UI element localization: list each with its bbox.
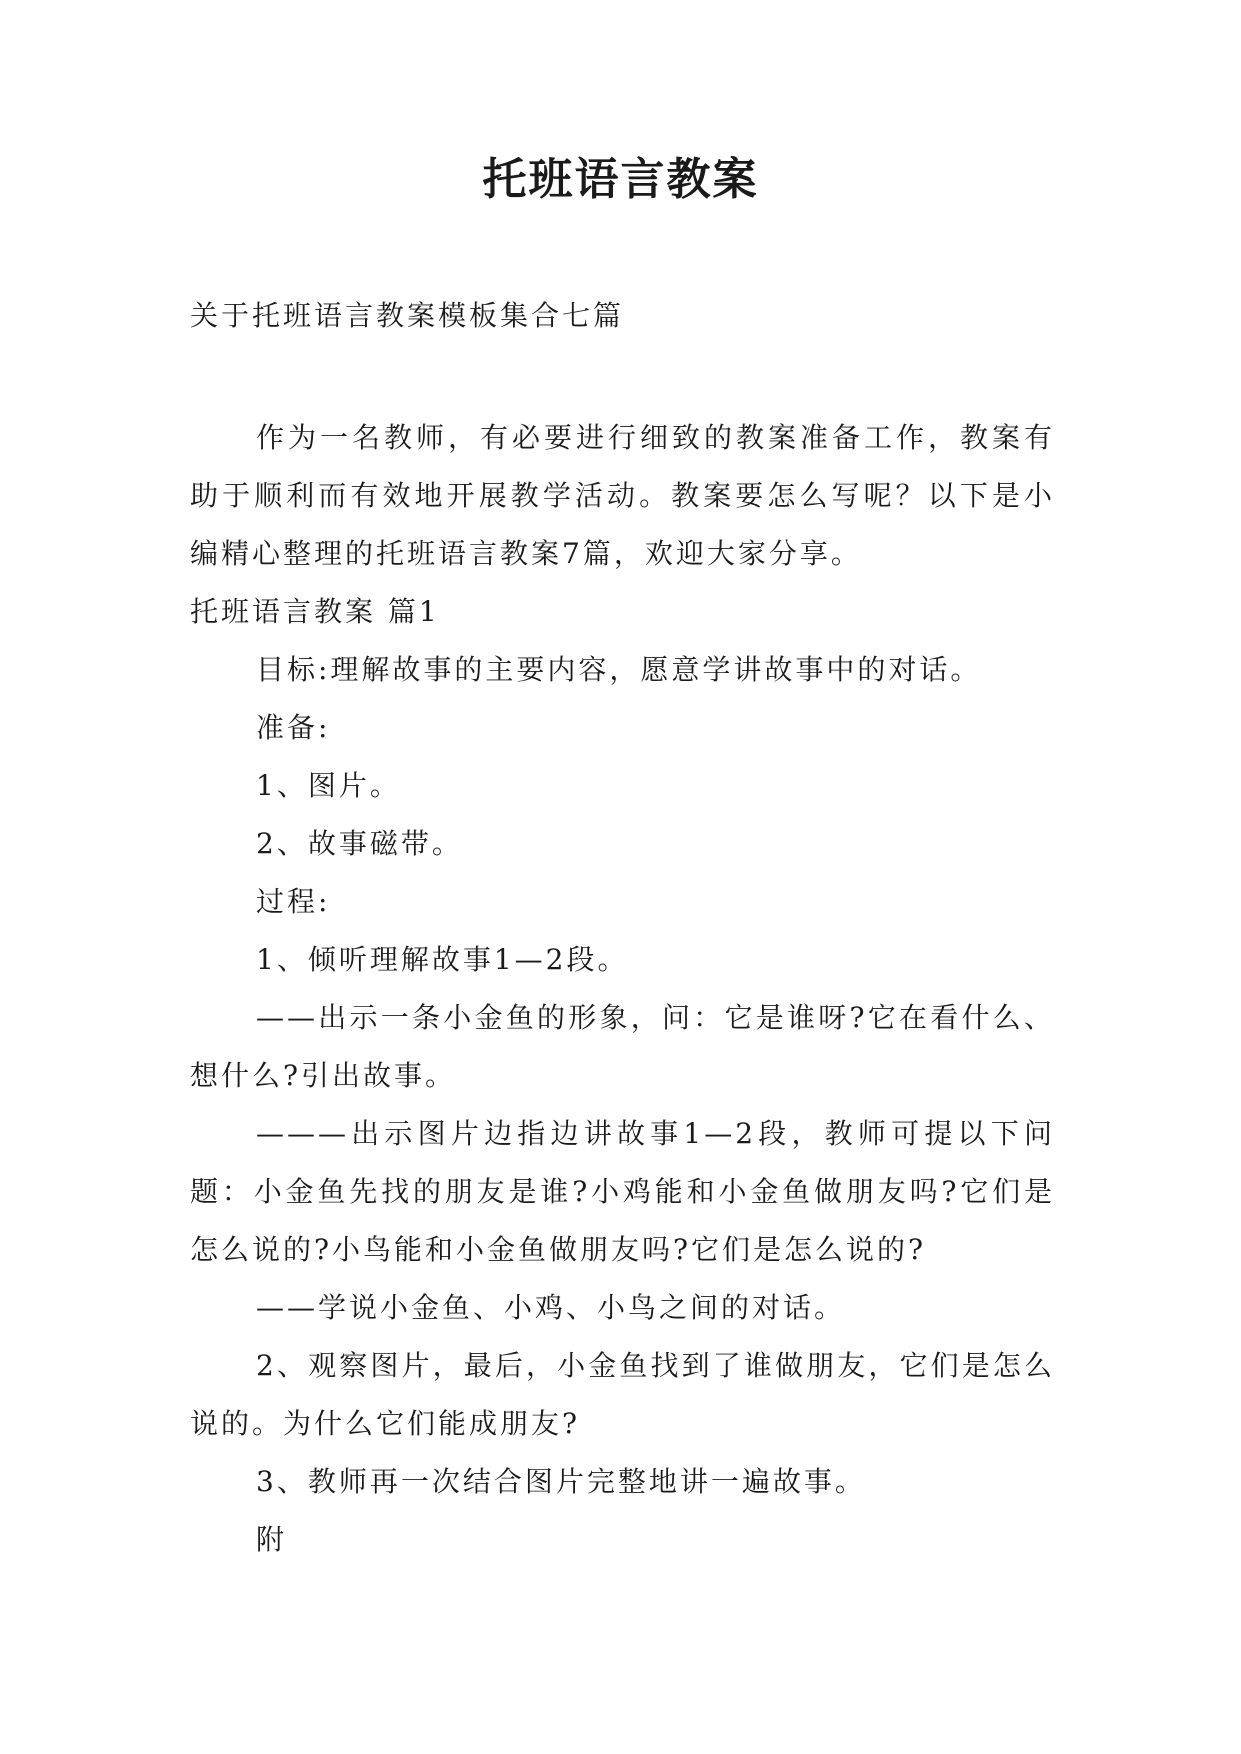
document-title: 托班语言教案 — [482, 154, 759, 205]
document-body — [190, 409, 1055, 1569]
paragraph-step-2: 2、观察图片，最后，小金鱼找到了谁做朋友，它们是怎么说的。为什么它们能成朋友? — [190, 1349, 1055, 1440]
paragraph-goal: 目标:理解故事的主要内容，愿意学讲故事中的对话。 — [256, 653, 982, 686]
paragraph-prep-item-1: 1、图片。 — [256, 769, 401, 802]
paragraph-step-1a: ——出示一条小金鱼的形象，问：它是谁呀?它在看什么、想什么?引出故事。 — [190, 1001, 1055, 1092]
paragraph-prep-item-2: 2、故事磁带。 — [256, 827, 463, 860]
paragraph-process: 过程: — [256, 885, 331, 918]
paragraph-step-1: 1、倾听理解故事1—2段。 — [256, 943, 629, 976]
paragraph-preparation: 准备: — [256, 711, 331, 744]
paragraph-step-1b: ———出示图片边指边讲故事1—2段，教师可提以下问题：小金鱼先找的朋友是谁?小鸡能和小金鱼做朋友吗?它们是怎么说的?小鸟能和小金鱼做朋友吗?它们是怎么说的? — [190, 1117, 1055, 1266]
intro-paragraph: 作为一名教师，有必要进行细致的教案准备工作，教案有助于顺利而有效地开展教学活动。教案要怎么写呢？以下是小编精心整理的托班语言教案7篇，欢迎大家分享。 — [190, 421, 1055, 570]
document-subtitle: 关于托班语言教案模板集合七篇 — [190, 299, 625, 332]
paragraph-step-1c: ——学说小金鱼、小鸡、小鸟之间的对话。 — [256, 1291, 846, 1324]
paragraph-appendix: 附 — [256, 1523, 288, 1556]
paragraph-step-3: 3、教师再一次结合图片完整地讲一遍故事。 — [256, 1465, 866, 1498]
section-heading: 托班语言教案 篇1 — [190, 595, 440, 628]
